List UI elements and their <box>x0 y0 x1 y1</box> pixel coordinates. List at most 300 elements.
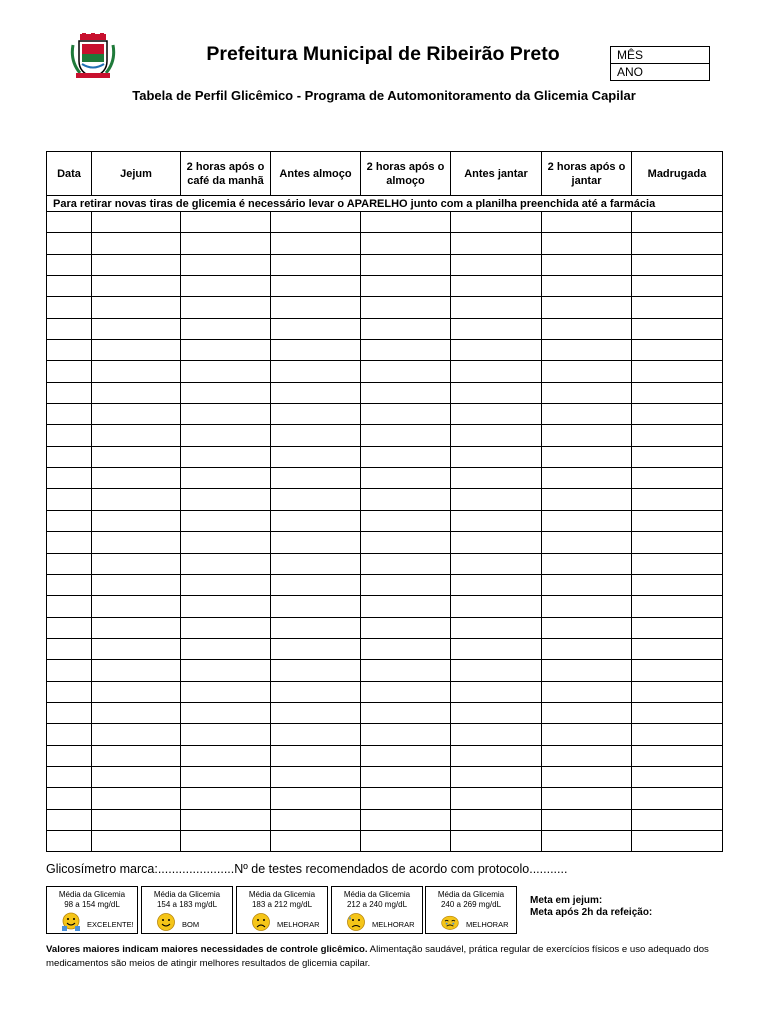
table-cell[interactable] <box>632 297 723 318</box>
table-cell[interactable] <box>542 724 632 745</box>
table-cell[interactable] <box>451 724 542 745</box>
table-cell[interactable] <box>542 382 632 403</box>
table-cell[interactable] <box>361 724 451 745</box>
coat-of-arms-logo <box>70 33 116 79</box>
table-cell[interactable] <box>47 489 92 510</box>
table-row <box>47 617 723 638</box>
table-cell[interactable] <box>271 681 361 702</box>
table-cell[interactable] <box>632 553 723 574</box>
page-subtitle: Tabela de Perfil Glicêmico - Programa de Automonitoramento da Glicemia Capilar <box>132 88 636 103</box>
table-cell[interactable] <box>542 468 632 489</box>
column-header-before-lunch: Antes almoço <box>271 152 361 196</box>
table-cell[interactable] <box>632 468 723 489</box>
table-cell[interactable] <box>181 532 271 553</box>
card-range: 154 a 183 mg/dL <box>156 900 218 909</box>
table-cell[interactable] <box>361 745 451 766</box>
table-cell[interactable] <box>92 382 181 403</box>
table-cell[interactable] <box>361 212 451 233</box>
table-cell[interactable] <box>451 809 542 830</box>
table-row <box>47 510 723 531</box>
table-cell[interactable] <box>92 553 181 574</box>
table-cell[interactable] <box>361 766 451 787</box>
table-cell[interactable] <box>542 809 632 830</box>
table-row <box>47 574 723 595</box>
table-cell[interactable] <box>92 340 181 361</box>
column-header-data: Data <box>47 152 92 196</box>
table-cell[interactable] <box>361 233 451 254</box>
table-cell[interactable] <box>92 489 181 510</box>
table-cell[interactable] <box>542 446 632 467</box>
table-cell[interactable] <box>92 446 181 467</box>
table-cell[interactable] <box>451 702 542 723</box>
column-header-after-dinner: 2 horas após o jantar <box>542 152 632 196</box>
table-cell[interactable] <box>632 638 723 659</box>
table-cell[interactable] <box>181 830 271 851</box>
table-cell[interactable] <box>181 340 271 361</box>
table-cell[interactable] <box>632 617 723 638</box>
table-cell[interactable] <box>632 830 723 851</box>
table-cell[interactable] <box>271 788 361 809</box>
table-cell[interactable] <box>361 510 451 531</box>
table-cell[interactable] <box>271 745 361 766</box>
table-cell[interactable] <box>632 681 723 702</box>
glucose-range-card-excellent <box>46 886 138 934</box>
table-cell[interactable] <box>632 318 723 339</box>
table-cell[interactable] <box>181 318 271 339</box>
table-cell[interactable] <box>181 702 271 723</box>
table-cell[interactable] <box>451 318 542 339</box>
table-cell[interactable] <box>542 788 632 809</box>
table-cell[interactable] <box>361 553 451 574</box>
table-cell[interactable] <box>451 340 542 361</box>
table-cell[interactable] <box>451 553 542 574</box>
table-cell[interactable] <box>47 361 92 382</box>
table-cell[interactable] <box>361 660 451 681</box>
table-cell[interactable] <box>542 212 632 233</box>
card-label: MELHORAR <box>466 920 509 929</box>
table-cell[interactable] <box>451 382 542 403</box>
table-row <box>47 382 723 403</box>
column-header-jejum: Jejum <box>92 152 181 196</box>
table-cell[interactable] <box>542 361 632 382</box>
table-cell[interactable] <box>271 574 361 595</box>
table-row <box>47 297 723 318</box>
table-cell[interactable] <box>92 297 181 318</box>
table-cell[interactable] <box>181 382 271 403</box>
table-cell[interactable] <box>271 382 361 403</box>
table-cell[interactable] <box>92 830 181 851</box>
table-cell[interactable] <box>542 404 632 425</box>
table-cell[interactable] <box>47 254 92 275</box>
table-cell[interactable] <box>181 660 271 681</box>
crying-face-icon <box>440 912 460 932</box>
table-cell[interactable] <box>181 254 271 275</box>
table-cell[interactable] <box>92 681 181 702</box>
table-cell[interactable] <box>542 638 632 659</box>
table-cell[interactable] <box>542 318 632 339</box>
table-cell[interactable] <box>47 830 92 851</box>
table-cell[interactable] <box>451 574 542 595</box>
table-cell[interactable] <box>271 233 361 254</box>
table-cell[interactable] <box>271 425 361 446</box>
table-cell[interactable] <box>451 681 542 702</box>
table-cell[interactable] <box>47 404 92 425</box>
table-cell[interactable] <box>361 468 451 489</box>
table-cell[interactable] <box>92 361 181 382</box>
table-row <box>47 788 723 809</box>
table-cell[interactable] <box>542 233 632 254</box>
card-label: BOM <box>182 920 200 929</box>
table-cell[interactable] <box>361 425 451 446</box>
table-row <box>47 489 723 510</box>
table-cell[interactable] <box>632 446 723 467</box>
table-cell[interactable] <box>451 745 542 766</box>
table-cell[interactable] <box>47 318 92 339</box>
table-cell[interactable] <box>361 617 451 638</box>
table-cell[interactable] <box>451 489 542 510</box>
table-cell[interactable] <box>542 766 632 787</box>
table-cell[interactable] <box>47 660 92 681</box>
table-cell[interactable] <box>632 702 723 723</box>
table-cell[interactable] <box>632 766 723 787</box>
glucose-range-card-good <box>141 886 233 934</box>
table-cell[interactable] <box>47 468 92 489</box>
table-cell[interactable] <box>632 745 723 766</box>
table-cell[interactable] <box>47 382 92 403</box>
table-cell[interactable] <box>542 254 632 275</box>
post-meal-target-label: Meta após 2h da refeição: <box>530 907 653 918</box>
table-cell[interactable] <box>361 489 451 510</box>
table-cell[interactable] <box>92 510 181 531</box>
table-row <box>47 446 723 467</box>
table-cell[interactable] <box>632 489 723 510</box>
table-cell[interactable] <box>542 702 632 723</box>
table-row <box>47 532 723 553</box>
table-cell[interactable] <box>451 404 542 425</box>
table-cell[interactable] <box>632 361 723 382</box>
card-title: Média da Glicemia <box>58 890 126 899</box>
table-cell[interactable] <box>632 340 723 361</box>
table-cell[interactable] <box>271 212 361 233</box>
table-cell[interactable] <box>181 574 271 595</box>
table-cell[interactable] <box>271 446 361 467</box>
table-cell[interactable] <box>451 596 542 617</box>
table-cell[interactable] <box>47 340 92 361</box>
table-cell[interactable] <box>451 212 542 233</box>
table-cell[interactable] <box>181 468 271 489</box>
footnote-bold: Valores maiores indicam maiores necessidades de controle glicêmico. <box>46 944 368 955</box>
table-cell[interactable] <box>181 617 271 638</box>
table-cell[interactable] <box>47 681 92 702</box>
table-cell[interactable] <box>47 766 92 787</box>
table-cell[interactable] <box>92 617 181 638</box>
table-row <box>47 468 723 489</box>
table-cell[interactable] <box>632 510 723 531</box>
table-cell[interactable] <box>92 468 181 489</box>
table-cell[interactable] <box>181 276 271 297</box>
footnote <box>46 943 724 971</box>
table-cell[interactable] <box>542 276 632 297</box>
table-row <box>47 361 723 382</box>
table-cell[interactable] <box>542 745 632 766</box>
table-cell[interactable] <box>47 297 92 318</box>
table-cell[interactable] <box>451 766 542 787</box>
table-cell[interactable] <box>271 297 361 318</box>
table-cell[interactable] <box>47 510 92 531</box>
table-cell[interactable] <box>271 638 361 659</box>
table-cell[interactable] <box>361 702 451 723</box>
table-cell[interactable] <box>451 830 542 851</box>
table-row <box>47 553 723 574</box>
table-cell[interactable] <box>47 276 92 297</box>
table-cell[interactable] <box>451 425 542 446</box>
table-cell[interactable] <box>181 553 271 574</box>
table-cell[interactable] <box>47 574 92 595</box>
card-title: Média da Glicemia <box>248 890 316 899</box>
table-cell[interactable] <box>181 404 271 425</box>
column-header-after-lunch: 2 horas após o almoço <box>361 152 451 196</box>
table-row <box>47 425 723 446</box>
table-cell[interactable] <box>451 361 542 382</box>
glucose-range-card-improve-2 <box>331 886 423 934</box>
notice-banner: Para retirar novas tiras de glicemia é necessário levar o APARELHO junto com a planilha preenchida até a farmácia <box>47 196 723 212</box>
table-cell[interactable] <box>47 702 92 723</box>
table-cell[interactable] <box>361 340 451 361</box>
table-cell[interactable] <box>632 788 723 809</box>
table-cell[interactable] <box>92 766 181 787</box>
table-cell[interactable] <box>92 660 181 681</box>
table-cell[interactable] <box>181 510 271 531</box>
table-cell[interactable] <box>542 553 632 574</box>
glucose-range-card-improve-1 <box>236 886 328 934</box>
table-cell[interactable] <box>92 724 181 745</box>
table-cell[interactable] <box>47 425 92 446</box>
table-cell[interactable] <box>632 574 723 595</box>
table-cell[interactable] <box>181 745 271 766</box>
table-cell[interactable] <box>181 638 271 659</box>
table-row <box>47 596 723 617</box>
table-cell[interactable] <box>451 617 542 638</box>
table-cell[interactable] <box>47 446 92 467</box>
table-cell[interactable] <box>632 425 723 446</box>
table-cell[interactable] <box>271 489 361 510</box>
table-cell[interactable] <box>271 361 361 382</box>
table-cell[interactable] <box>181 489 271 510</box>
table-cell[interactable] <box>361 404 451 425</box>
table-cell[interactable] <box>542 340 632 361</box>
table-cell[interactable] <box>542 425 632 446</box>
table-cell[interactable] <box>181 724 271 745</box>
table-cell[interactable] <box>271 276 361 297</box>
table-cell[interactable] <box>271 340 361 361</box>
table-cell[interactable] <box>92 532 181 553</box>
table-cell[interactable] <box>271 660 361 681</box>
table-row <box>47 254 723 275</box>
table-cell[interactable] <box>271 766 361 787</box>
frowning-face-icon <box>251 912 271 932</box>
table-cell[interactable] <box>92 638 181 659</box>
table-cell[interactable] <box>451 638 542 659</box>
table-cell[interactable] <box>542 510 632 531</box>
column-header-madrugada: Madrugada <box>632 152 723 196</box>
table-cell[interactable] <box>92 276 181 297</box>
table-cell[interactable] <box>271 510 361 531</box>
table-cell[interactable] <box>181 425 271 446</box>
table-cell[interactable] <box>451 532 542 553</box>
table-cell[interactable] <box>451 254 542 275</box>
card-title: Média da Glicemia <box>343 890 411 899</box>
table-cell[interactable] <box>361 532 451 553</box>
table-cell[interactable] <box>451 276 542 297</box>
year-field[interactable]: ANO <box>611 64 710 81</box>
column-header-after-breakfast: 2 horas após o café da manhã <box>181 152 271 196</box>
table-cell[interactable] <box>632 276 723 297</box>
table-cell[interactable] <box>451 468 542 489</box>
table-cell[interactable] <box>181 361 271 382</box>
table-cell[interactable] <box>92 574 181 595</box>
table-cell[interactable] <box>361 809 451 830</box>
table-cell[interactable] <box>361 681 451 702</box>
table-cell[interactable] <box>632 212 723 233</box>
table-cell[interactable] <box>542 574 632 595</box>
table-cell[interactable] <box>542 489 632 510</box>
table-cell[interactable] <box>632 809 723 830</box>
card-range: 240 a 269 mg/dL <box>440 900 502 909</box>
table-cell[interactable] <box>361 361 451 382</box>
table-cell[interactable] <box>47 212 92 233</box>
table-cell[interactable] <box>451 788 542 809</box>
table-cell[interactable] <box>92 702 181 723</box>
table-row <box>47 681 723 702</box>
table-cell[interactable] <box>181 788 271 809</box>
table-cell[interactable] <box>451 446 542 467</box>
table-cell[interactable] <box>271 702 361 723</box>
table-cell[interactable] <box>632 596 723 617</box>
table-cell[interactable] <box>361 788 451 809</box>
table-row <box>47 233 723 254</box>
table-cell[interactable] <box>47 638 92 659</box>
table-cell[interactable] <box>361 638 451 659</box>
table-cell[interactable] <box>181 809 271 830</box>
table-cell[interactable] <box>181 446 271 467</box>
table-cell[interactable] <box>451 660 542 681</box>
table-cell[interactable] <box>47 788 92 809</box>
target-goals <box>530 895 652 919</box>
card-title: Média da Glicemia <box>437 890 505 899</box>
table-cell[interactable] <box>47 724 92 745</box>
table-cell[interactable] <box>271 532 361 553</box>
table-cell[interactable] <box>92 596 181 617</box>
table-cell[interactable] <box>181 766 271 787</box>
table-cell[interactable] <box>92 809 181 830</box>
table-cell[interactable] <box>181 233 271 254</box>
table-cell[interactable] <box>271 617 361 638</box>
table-cell[interactable] <box>271 553 361 574</box>
table-cell[interactable] <box>47 617 92 638</box>
table-cell[interactable] <box>271 468 361 489</box>
table-cell[interactable] <box>271 318 361 339</box>
table-cell[interactable] <box>632 254 723 275</box>
table-row <box>47 809 723 830</box>
table-cell[interactable] <box>92 318 181 339</box>
table-cell[interactable] <box>632 233 723 254</box>
table-cell[interactable] <box>542 660 632 681</box>
card-label: EXCELENTE! <box>87 920 134 929</box>
table-cell[interactable] <box>542 532 632 553</box>
table-cell[interactable] <box>632 660 723 681</box>
table-cell[interactable] <box>361 382 451 403</box>
column-header-before-dinner: Antes jantar <box>451 152 542 196</box>
table-cell[interactable] <box>92 254 181 275</box>
table-cell[interactable] <box>271 830 361 851</box>
table-cell[interactable] <box>271 809 361 830</box>
table-cell[interactable] <box>451 297 542 318</box>
table-cell[interactable] <box>92 212 181 233</box>
table-row <box>47 830 723 851</box>
table-cell[interactable] <box>361 574 451 595</box>
table-cell[interactable] <box>47 596 92 617</box>
table-cell[interactable] <box>632 404 723 425</box>
table-cell[interactable] <box>92 404 181 425</box>
page-title: Prefeitura Municipal de Ribeirão Preto <box>206 43 560 65</box>
table-cell[interactable] <box>632 532 723 553</box>
table-cell[interactable] <box>361 318 451 339</box>
table-row <box>47 318 723 339</box>
table-cell[interactable] <box>271 404 361 425</box>
table-cell[interactable] <box>542 596 632 617</box>
table-cell[interactable] <box>181 596 271 617</box>
table-cell[interactable] <box>361 830 451 851</box>
table-cell[interactable] <box>542 681 632 702</box>
table-cell[interactable] <box>181 681 271 702</box>
table-cell[interactable] <box>632 382 723 403</box>
table-cell[interactable] <box>451 233 542 254</box>
table-cell[interactable] <box>47 809 92 830</box>
table-cell[interactable] <box>361 297 451 318</box>
table-cell[interactable] <box>47 532 92 553</box>
card-label: MELHORAR <box>277 920 320 929</box>
table-cell[interactable] <box>361 596 451 617</box>
table-row <box>47 340 723 361</box>
table-cell[interactable] <box>361 254 451 275</box>
worried-sweat-face-icon <box>346 912 366 932</box>
table-cell[interactable] <box>92 425 181 446</box>
table-cell[interactable] <box>47 553 92 574</box>
table-cell[interactable] <box>92 745 181 766</box>
table-cell[interactable] <box>271 596 361 617</box>
month-field[interactable]: MÊS <box>611 47 710 64</box>
smiley-face-icon <box>156 912 176 932</box>
table-cell[interactable] <box>181 212 271 233</box>
table-row <box>47 404 723 425</box>
table-cell[interactable] <box>361 446 451 467</box>
table-cell[interactable] <box>271 724 361 745</box>
table-cell[interactable] <box>271 254 361 275</box>
table-cell[interactable] <box>451 510 542 531</box>
table-cell[interactable] <box>361 276 451 297</box>
table-cell[interactable] <box>47 745 92 766</box>
table-cell[interactable] <box>542 830 632 851</box>
table-cell[interactable] <box>92 788 181 809</box>
table-cell[interactable] <box>92 233 181 254</box>
table-cell[interactable] <box>542 617 632 638</box>
table-cell[interactable] <box>632 724 723 745</box>
table-cell[interactable] <box>181 297 271 318</box>
table-cell[interactable] <box>47 233 92 254</box>
glucose-range-card-improve-3 <box>425 886 517 934</box>
log-rows <box>47 212 723 852</box>
table-cell[interactable] <box>542 297 632 318</box>
